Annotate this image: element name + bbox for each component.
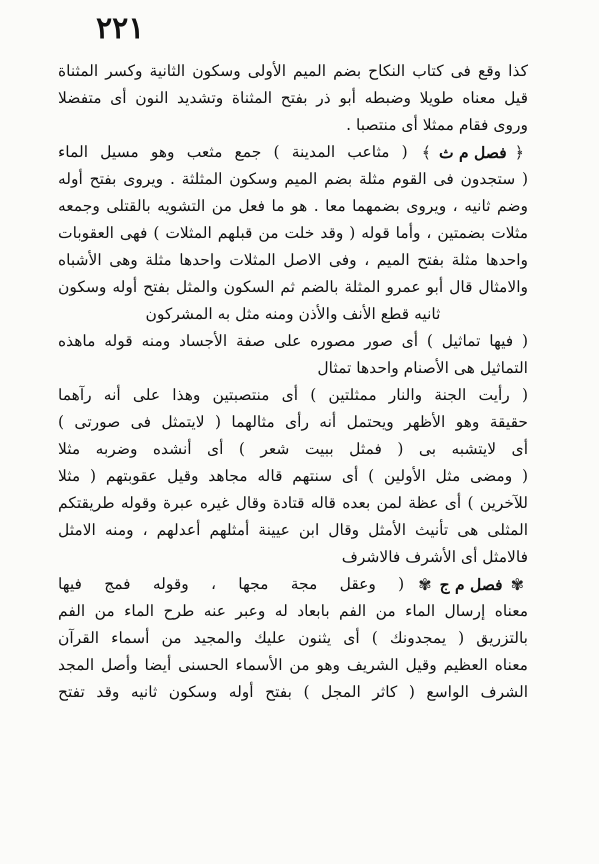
text-line: وروى فقام ممثلا أى منتصبا . bbox=[346, 116, 528, 134]
text-line: معناه العظيم وقيل الشريف وهو من الأسماء الحسنى أيضا وأصل المجد bbox=[58, 656, 528, 674]
section-heading-mim-tha bbox=[58, 139, 528, 166]
section-text: ( وعقل مجة مجها ، وقوله فمج فيها bbox=[58, 575, 405, 593]
text-line: ( ومضى مثل الأولين ) أى سنتهم قاله مجاهد وقيل عقوبتهم ( مثلا bbox=[58, 467, 528, 485]
text-line: الشرف الواسع ( كاثر المجل ) بفتح أوله وسكون ثانيه وقد تفتح bbox=[58, 683, 528, 701]
text-line: ثانيه قطع الأنف والأذن ومنه مثل به المشركون bbox=[145, 305, 441, 323]
section-heading-mim-jim bbox=[58, 571, 528, 598]
text-line: مثلات بضمتين ، وأما قوله ( وقد خلت من قبلهم المثلات ) فهى العقوبات bbox=[58, 224, 528, 242]
text-line: معناه إرسال الماء من الفم بابعاد له وعبر عنه طرح الماء من الفم bbox=[58, 602, 528, 620]
text-line: قيل معناه طويلا وضبطه أبو ذر بفتح المثناة وتشديد النون أى متفضلا bbox=[58, 89, 528, 107]
section-text: ( مثاعب المدينة ) جمع مثعب وهو مسيل الماء bbox=[58, 143, 408, 161]
text-line: للآخرين ) أى عظة لمن بعده قاله قتادة وقال غيره عبرة وقوله طريقتكم bbox=[58, 494, 528, 512]
section-label: فصل م ث bbox=[439, 143, 507, 162]
text-line: وضم ثانيه ، ويروى بضمهما معا . هو ما فعل من التشويه بالقتلى وجمعه bbox=[58, 197, 528, 215]
text-line: ( فيها تماثيل ) أى صور مصوره على صفة الأجساد ومنه قوله ماهذه bbox=[58, 332, 528, 350]
text-line: أى لايتشبه بى ( فمثل ببيت شعر ) أى أنشده وضربه مثلا bbox=[58, 440, 528, 458]
text-line: فالامثل أى الأشرف فالاشرف bbox=[341, 548, 528, 566]
text-line: التماثيل هى الأصنام واحدها تمثال bbox=[317, 359, 528, 377]
text-line: كذا وقع فى كتاب النكاح بضم الميم الأولى وسكون الثانية وكسر المثناة bbox=[58, 62, 528, 80]
section-label: فصل م ج bbox=[439, 575, 503, 594]
ornament-icon: ﴾ bbox=[421, 143, 432, 162]
text-line: حقيقة وهو الأظهر ويحتمل أنه رأى مثالهما ( لايتمثل فى صورتى ) bbox=[58, 413, 528, 431]
body-text bbox=[58, 58, 528, 706]
ornament-icon: ✾ bbox=[510, 575, 524, 594]
text-line: المثلى هى تأنيث الأمثل وقال ابن عيينة أمثلهم أعدلهم ، ومنه الامثل bbox=[58, 521, 528, 539]
ornament-icon: ﴿ bbox=[514, 143, 524, 162]
text-line: ( رأيت الجنة والنار ممثلتين ) أى منتصبتين وهذا على أنه رآهما bbox=[58, 386, 528, 404]
text-line: ( ستجدون فى القوم مثلة بضم الميم وسكون المثلثة . ويروى بفتح أوله bbox=[58, 170, 528, 188]
text-line: بالتزريق ( يمجدونك ) أى يثنون عليك والمجيد من أسماء القرآن bbox=[58, 629, 528, 647]
ornament-icon: ✾ bbox=[418, 575, 432, 594]
page-number: ۲۲۱ bbox=[96, 11, 145, 46]
text-line: والامثال قال أبو عمرو المثلة بالضم ثم السكون والمثل بفتح أوله وسكون bbox=[58, 278, 528, 296]
text-line: واحدها مثلة بفتح الميم ، وفى الاصل المثلات واحدها مثلة وهى الأشباه bbox=[58, 251, 528, 269]
